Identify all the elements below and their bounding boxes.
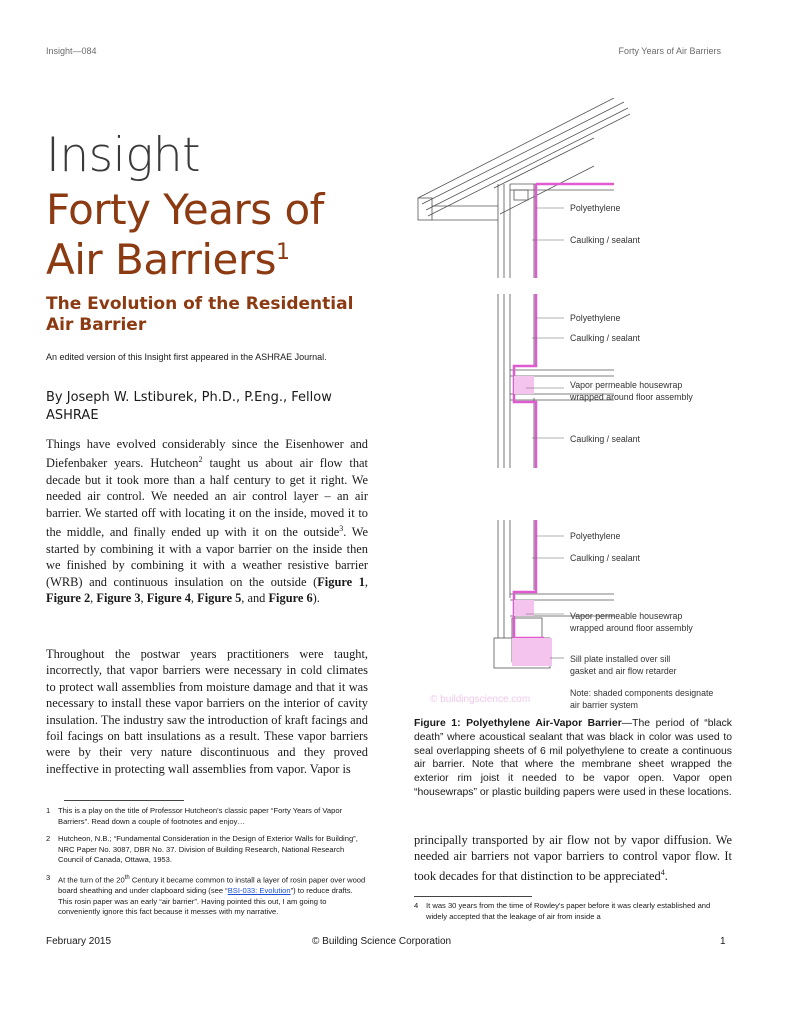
paragraph-2: Throughout the postwar years practitioners were taught, incorrectly, that vapor barriers were necessary in cold climates to protect wall assemblies from moisture damage and that it was necessary to install these vapor barriers on the interior of cavity insulation. The industry saw the introduction of kraft facings and foil facings on batt insulations as a result. These vapor barriers were by their very nature discontinuous and they proved ineffective in protecting wall assemblies from vapor. Vapor is (46, 647, 368, 776)
p1-and: , and (241, 590, 269, 605)
caption-text: —The period of “black death” where acoustical sealant that was black in color was used to seal overlapping sheets of 6 mil polyethylene to create a continuous air barrier. Note that where the membrane sheet wrapped the exterior rim joist it needed to be vapor open. Vapor open “housewraps” or plastic building papers were used in these locations. (414, 718, 732, 798)
footer-date: February 2015 (46, 936, 112, 947)
label-housewrap-2a: Vapor permeable housewrap (570, 611, 683, 621)
running-header-left: Insight—084 (46, 46, 97, 56)
rim-joist-shaded-2 (514, 600, 534, 616)
footnote-3 (46, 873, 368, 918)
footnote-1-number: 1 (46, 806, 51, 815)
footnotes-right (414, 901, 732, 922)
paragraph-1 (46, 436, 368, 606)
label-caulking-1: Caulking / sealant (570, 235, 640, 245)
sill-shaded (512, 638, 552, 666)
bsi-033-link[interactable]: BSI-033: Evolution (227, 886, 291, 896)
p1-sep-2: , (90, 590, 97, 605)
p3-end: . (664, 868, 668, 883)
figure-ref-3[interactable]: Figure 3 (96, 590, 141, 605)
label-caulking-4: Caulking / sealant (570, 553, 640, 563)
p1-sep-4: , (190, 590, 198, 605)
figure-ref-5[interactable]: Figure 5 (197, 590, 242, 605)
footnote-rule-right (414, 896, 532, 897)
label-polyethylene-3: Polyethylene (570, 531, 621, 541)
figure-ref-6[interactable]: Figure 6 (268, 590, 313, 605)
footnotes-left (46, 806, 368, 918)
label-caulking-2: Caulking / sealant (570, 333, 640, 343)
leader-lines (526, 208, 564, 658)
label-caulking-3: Caulking / sealant (570, 434, 640, 444)
byline: By Joseph W. Lstiburek, Ph.D., P.Eng., Fellow ASHRAE (46, 390, 332, 423)
label-polyethylene-2: Polyethylene (570, 313, 621, 323)
figure-ref-2[interactable]: Figure 2 (46, 590, 91, 605)
figure-1-diagram (414, 98, 744, 710)
title-line-2-text: Air Barriers (46, 235, 277, 284)
subtitle (46, 294, 366, 336)
section-1 (498, 184, 614, 278)
subtitle-line-1: The Evolution of the Residential (46, 294, 354, 314)
p1-text-c: . We started by combining it with a vapor barrier on the inside then we finished by combining it with a weather resistive barrier (WRB) and continuous insulation on the outside ( (46, 525, 368, 589)
roof-section (418, 98, 630, 220)
page-number: 1 (720, 936, 726, 947)
footnote-3-mid: Century it became common to install a layer of rosin paper over wood board sheathing and under clapboard siding (see “ (58, 875, 366, 896)
figure-ref-1[interactable]: Figure 1 (317, 574, 365, 589)
rim-joist-shaded (514, 376, 534, 394)
footnote-ref-2: 2 (198, 455, 203, 465)
footnote-1-text: This is a play on the title of Professor Hutcheon's classic paper “Forty Years of Vapor Barriers”. Read down a couple of footnotes and enjoy… (58, 806, 343, 826)
figure-1-caption (414, 717, 732, 800)
label-note-a: Note: shaded components designate (570, 688, 714, 698)
label-housewrap-1a: Vapor permeable housewrap (570, 380, 683, 390)
footer-copyright: © Building Science Corporation (312, 936, 452, 947)
label-note-b: air barrier system (570, 700, 638, 710)
footnote-2-number: 2 (46, 834, 51, 844)
footnote-ref-4: 4 (660, 867, 665, 877)
label-polyethylene-1: Polyethylene (570, 203, 621, 213)
figure-ref-4[interactable]: Figure 4 (146, 590, 191, 605)
label-sill-b: gasket and air flow retarder (570, 666, 677, 676)
paragraph-3 (414, 832, 732, 884)
p1-text-a: Things have evolved considerably since the Eisenhower and Diefenbaker years. Hutcheon (46, 437, 368, 471)
title-footnote-ref: 1 (276, 240, 290, 265)
running-header-right: Forty Years of Air Barriers (618, 46, 721, 56)
series-title: Insight (46, 128, 201, 183)
p1-sep-1: , (364, 574, 369, 589)
p1-sep-3: , (140, 590, 147, 605)
caption-label: Figure 1: Polyethylene Air-Vapor Barrier (414, 718, 622, 729)
footnote-3-text (46, 873, 368, 918)
footnote-4-number: 4 (414, 901, 419, 910)
footnote-1 (46, 806, 368, 827)
footnote-3-number: 3 (46, 872, 51, 882)
footnote-rule-left (64, 800, 184, 801)
p1-text-b: taught us about air flow that decade but it took more than a half century to get it right. We needed air control. We needed an air control layer – an air barrier. We started off with locating it on the inside, moved it to the middle, and finally ended up with it on the outside (46, 456, 368, 540)
air-barrier-line-3 (514, 520, 544, 638)
edition-note: An edited version of this Insight first appeared in the ASHRAE Journal. (46, 352, 327, 362)
footnote-3-post: ”) to reduce drafts. This rosin paper was an early “air barrier”. Having pointed this out, I am going to conveniently ignore this fact because it messes with my narrative. (58, 886, 353, 917)
title-line-1: Forty Years of (46, 185, 324, 234)
watermark: © buildingscience.com (430, 694, 531, 705)
footnote-3-pre: At the turn of the 20 (58, 875, 125, 885)
footnote-ref-3: 3 (339, 524, 344, 534)
title-line-2 (46, 235, 386, 285)
footnote-2 (46, 834, 368, 866)
label-sill-a: Sill plate installed over sill (570, 654, 671, 664)
subtitle-line-2: Air Barrier (46, 315, 147, 335)
p3-text: principally transported by air flow not by vapor diffusion. We needed air barriers not vapor barriers to control vapor flow. It took decades for that distinction to be appreciated (414, 833, 732, 883)
footnote-3-sup: th (124, 874, 130, 881)
page-title (46, 185, 386, 285)
label-housewrap-2b: wrapped around floor assembly (570, 623, 693, 633)
label-housewrap-1b: wrapped around floor assembly (570, 392, 693, 402)
footnote-4 (414, 901, 732, 922)
p1-end: ). (312, 590, 320, 605)
footnote-2-text: Hutcheon, N.B.; “Fundamental Consideration in the Design of Exterior Walls for Building”, NRC Paper No. 3087, DBR No. 37. Division of Building Research, National Research Council of Canada, Ottawa, 1953. (58, 834, 358, 865)
footnote-4-text: It was 30 years from the time of Rowley's paper before it was clearly established and widely accepted that the leakage of air from inside a (426, 901, 711, 921)
